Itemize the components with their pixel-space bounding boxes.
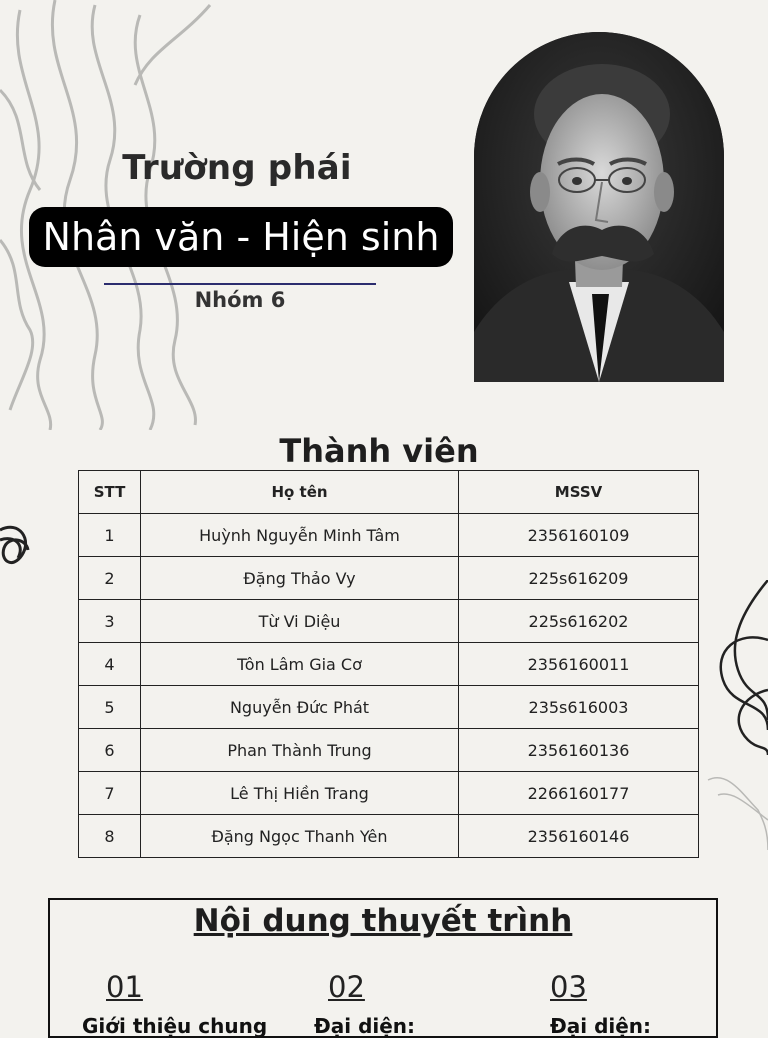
content-item-label: Đại diện: <box>314 1014 416 1038</box>
cell-name: Từ Vi Diệu <box>141 600 459 643</box>
cell-mssv: 2356160136 <box>459 729 699 772</box>
cell-name: Nguyễn Đức Phát <box>141 686 459 729</box>
cell-mssv: 2266160177 <box>459 772 699 815</box>
scribble-decoration-right <box>698 580 768 860</box>
members-table <box>78 470 699 858</box>
table-row <box>79 815 699 858</box>
group-label: Nhóm 6 <box>194 288 286 312</box>
portrait-image <box>474 32 724 382</box>
table-row <box>79 729 699 772</box>
column-header-stt: STT <box>79 471 141 514</box>
table-row <box>79 600 699 643</box>
cell-mssv: 2356160146 <box>459 815 699 858</box>
column-header-mssv: MSSV <box>459 471 699 514</box>
cell-mssv: 225s616202 <box>459 600 699 643</box>
table-row <box>79 772 699 815</box>
table-row <box>79 643 699 686</box>
presentation-content-box <box>48 898 718 1038</box>
content-item-number: 01 <box>106 970 143 1004</box>
table-row <box>79 686 699 729</box>
title-divider <box>104 283 376 285</box>
scribble-decoration-left <box>0 510 40 580</box>
cell-stt: 2 <box>79 557 141 600</box>
content-item-number: 02 <box>328 970 365 1004</box>
cell-name: Đặng Thảo Vy <box>141 557 459 600</box>
cell-name: Phan Thành Trung <box>141 729 459 772</box>
cell-stt: 3 <box>79 600 141 643</box>
school-label: Trường phái <box>122 148 352 188</box>
table-row <box>79 514 699 557</box>
content-title: Nội dung thuyết trình <box>193 903 573 939</box>
cell-mssv: 235s616003 <box>459 686 699 729</box>
cell-stt: 1 <box>79 514 141 557</box>
cell-name: Lê Thị Hiền Trang <box>141 772 459 815</box>
school-name: Nhân văn - Hiện sinh <box>42 215 440 259</box>
cell-stt: 7 <box>79 772 141 815</box>
content-item-label: Giới thiệu chung <box>82 1014 268 1038</box>
cell-stt: 6 <box>79 729 141 772</box>
cell-stt: 5 <box>79 686 141 729</box>
school-name-badge <box>29 207 453 267</box>
cell-stt: 4 <box>79 643 141 686</box>
cell-name: Đặng Ngọc Thanh Yên <box>141 815 459 858</box>
table-header-row <box>79 471 699 514</box>
content-item-number: 03 <box>550 970 587 1004</box>
cell-mssv: 2356160109 <box>459 514 699 557</box>
cell-name: Tôn Lâm Gia Cơ <box>141 643 459 686</box>
content-item-label: Đại diện: <box>550 1014 652 1038</box>
column-header-name: Họ tên <box>141 471 459 514</box>
cell-mssv: 225s616209 <box>459 557 699 600</box>
cell-stt: 8 <box>79 815 141 858</box>
cell-mssv: 2356160011 <box>459 643 699 686</box>
cell-name: Huỳnh Nguyễn Minh Tâm <box>141 514 459 557</box>
members-title: Thành viên <box>279 432 479 470</box>
table-row <box>79 557 699 600</box>
